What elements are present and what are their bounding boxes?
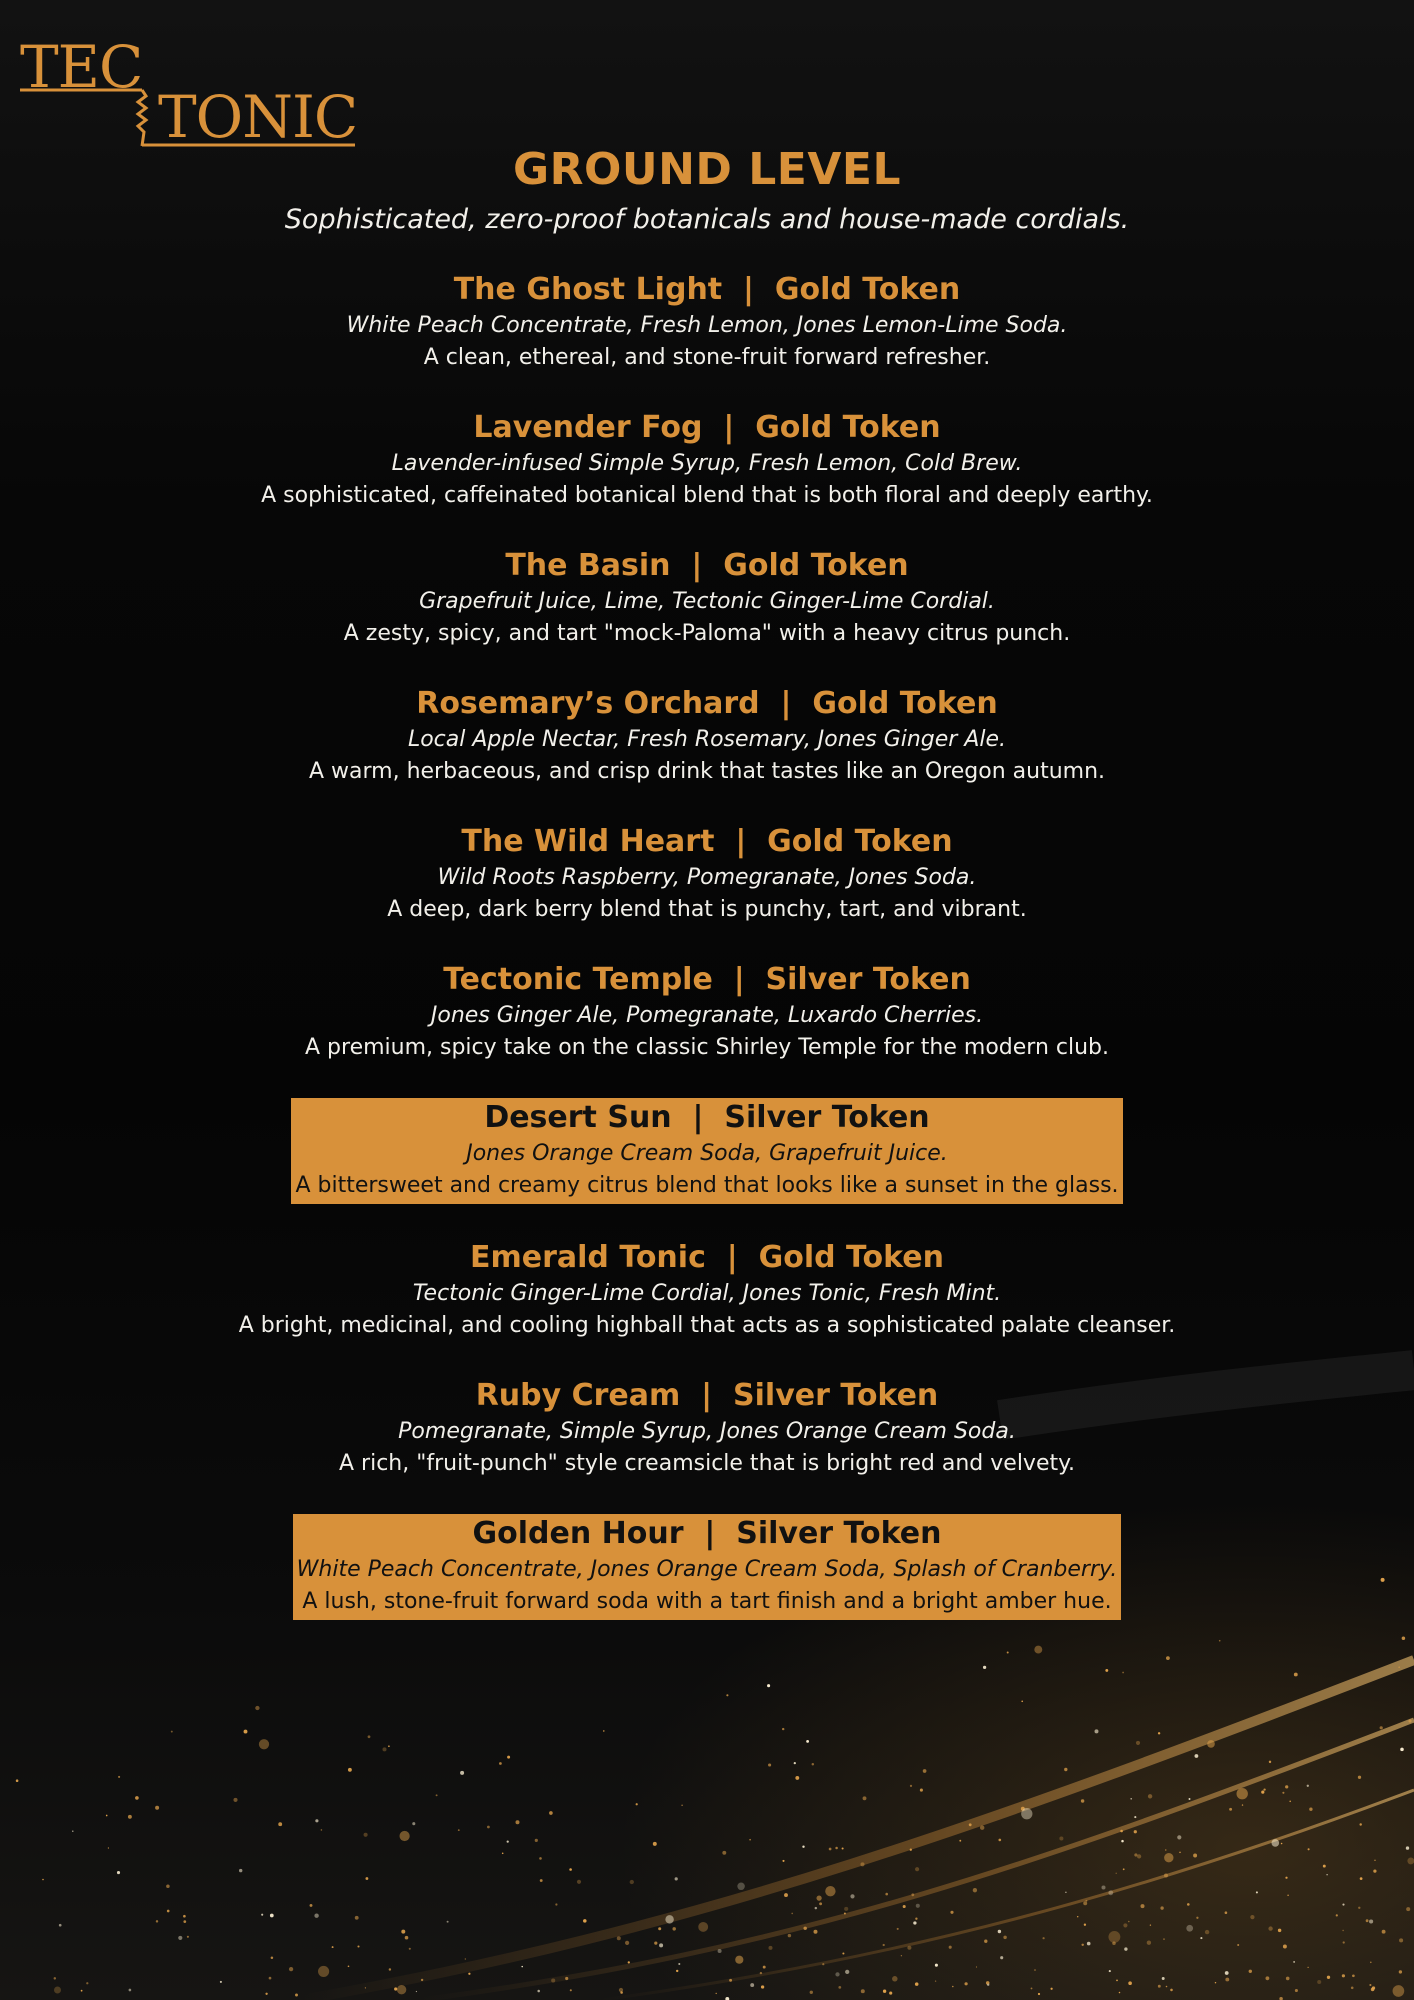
token-type: Gold Token xyxy=(755,410,941,445)
drink-item xyxy=(0,270,1414,374)
featured-highlight-box xyxy=(291,1098,1122,1204)
separator: | xyxy=(683,1516,737,1551)
token-type: Gold Token xyxy=(758,1240,944,1275)
drink-ingredients: Local Apple Nectar, Fresh Rosemary, Jones Ginger Ale. xyxy=(407,727,1007,752)
drink-name: Lavender Fog xyxy=(473,410,703,445)
drink-name-token xyxy=(309,684,1105,724)
drink-name-token xyxy=(347,270,1068,310)
token-type: Silver Token xyxy=(765,962,971,997)
drink-item-body xyxy=(229,1238,1186,1342)
drink-item xyxy=(0,1238,1414,1342)
drink-item-body xyxy=(377,822,1036,926)
drink-ingredients: White Peach Concentrate, Jones Orange Cream Soda, Splash of Cranberry. xyxy=(296,1557,1118,1582)
drink-ingredients: Tectonic Ginger-Lime Cordial, Jones Tonic, Fresh Mint. xyxy=(412,1281,1002,1306)
drink-name: Golden Hour xyxy=(472,1516,684,1551)
tectonic-logo xyxy=(20,30,360,150)
drink-item-body xyxy=(329,1376,1085,1480)
featured-highlight-box xyxy=(293,1514,1122,1620)
drink-name: The Wild Heart xyxy=(461,824,715,859)
drink-name-token xyxy=(295,1098,1118,1138)
logo-word-tec: TEC xyxy=(20,33,143,101)
menu-content xyxy=(0,140,1414,1620)
separator: | xyxy=(702,410,756,445)
drink-name: Desert Sun xyxy=(484,1100,672,1135)
token-type: Gold Token xyxy=(723,548,909,583)
token-type: Silver Token xyxy=(733,1378,939,1413)
separator: | xyxy=(671,1100,725,1135)
drink-item xyxy=(0,822,1414,926)
drink-name: The Ghost Light xyxy=(453,272,723,307)
drink-name: Emerald Tonic xyxy=(470,1240,706,1275)
drink-name-token xyxy=(387,822,1026,862)
drink-name-token xyxy=(339,1376,1075,1416)
token-type: Silver Token xyxy=(736,1516,942,1551)
drink-item xyxy=(0,960,1414,1064)
separator: | xyxy=(670,548,724,583)
drink-description: A lush, stone-fruit forward soda with a tart finish and a bright amber hue. xyxy=(302,1589,1112,1614)
drink-item xyxy=(0,1514,1414,1620)
drink-item xyxy=(0,546,1414,650)
token-type: Gold Token xyxy=(774,272,961,307)
drink-item-body xyxy=(251,408,1163,512)
level-subtitle: Sophisticated, zero-proof botanicals and house-made cordials. xyxy=(284,204,1130,235)
drink-description: A zesty, spicy, and tart "mock-Paloma" with a heavy citrus punch. xyxy=(343,621,1071,646)
drink-name-token xyxy=(239,1238,1176,1278)
drink-description: A bright, medicinal, and cooling highball that acts as a sophisticated palate cleanser. xyxy=(238,1313,1176,1338)
token-type: Silver Token xyxy=(724,1100,930,1135)
drink-item xyxy=(0,1376,1414,1480)
drink-ingredients: Grapefruit Juice, Lime, Tectonic Ginger-Lime Cordial. xyxy=(419,589,995,614)
drink-name: The Basin xyxy=(505,548,671,583)
drink-list xyxy=(0,270,1414,1620)
separator: | xyxy=(759,686,813,721)
drink-name-token xyxy=(297,1514,1118,1554)
drink-description: A deep, dark berry blend that is punchy, tart, and vibrant. xyxy=(387,897,1027,922)
drink-name-token xyxy=(261,408,1153,448)
drink-name: Rosemary’s Orchard xyxy=(416,686,760,721)
drink-description: A sophisticated, caffeinated botanical blend that is both floral and deeply earthy. xyxy=(261,483,1153,508)
separator: | xyxy=(712,962,766,997)
drink-ingredients: Pomegranate, Simple Syrup, Jones Orange Cream Soda. xyxy=(398,1419,1016,1444)
drink-description: A bittersweet and creamy citrus blend that looks like a sunset in the glass. xyxy=(295,1173,1119,1198)
separator: | xyxy=(722,272,775,307)
drink-item xyxy=(0,684,1414,788)
level-title: GROUND LEVEL xyxy=(512,144,902,195)
drink-name-token xyxy=(305,960,1109,1000)
drink-ingredients: Wild Roots Raspberry, Pomegranate, Jones Soda. xyxy=(437,865,977,890)
drink-name: Tectonic Temple xyxy=(443,962,713,997)
drink-item-body xyxy=(337,270,1078,374)
drink-ingredients: Jones Ginger Ale, Pomegranate, Luxardo Cherries. xyxy=(430,1003,984,1028)
drink-item-body xyxy=(299,684,1115,788)
separator: | xyxy=(705,1240,759,1275)
drink-ingredients: Lavender-infused Simple Syrup, Fresh Lemon, Cold Brew. xyxy=(391,451,1023,476)
drink-description: A premium, spicy take on the classic Shirley Temple for the modern club. xyxy=(305,1035,1109,1060)
drink-item-body xyxy=(334,546,1080,650)
token-type: Gold Token xyxy=(812,686,998,721)
drink-item xyxy=(0,1098,1414,1204)
logo-word-tonic: TONIC xyxy=(158,83,358,151)
drink-description: A warm, herbaceous, and crisp drink that tastes like an Oregon autumn. xyxy=(308,759,1106,784)
drink-item-body xyxy=(295,960,1119,1064)
separator: | xyxy=(680,1378,734,1413)
drink-description: A clean, ethereal, and stone-fruit forward refresher. xyxy=(423,345,991,370)
drink-name: Ruby Cream xyxy=(475,1378,681,1413)
drink-ingredients: Jones Orange Cream Soda, Grapefruit Juice. xyxy=(466,1141,948,1166)
drink-ingredients: White Peach Concentrate, Fresh Lemon, Jones Lemon-Lime Soda. xyxy=(346,313,1068,338)
drink-description: A rich, "fruit-punch" style creamsicle that is bright red and velvety. xyxy=(339,1451,1075,1476)
drink-name-token xyxy=(344,546,1070,586)
separator: | xyxy=(714,824,768,859)
drink-item xyxy=(0,408,1414,512)
token-type: Gold Token xyxy=(767,824,953,859)
